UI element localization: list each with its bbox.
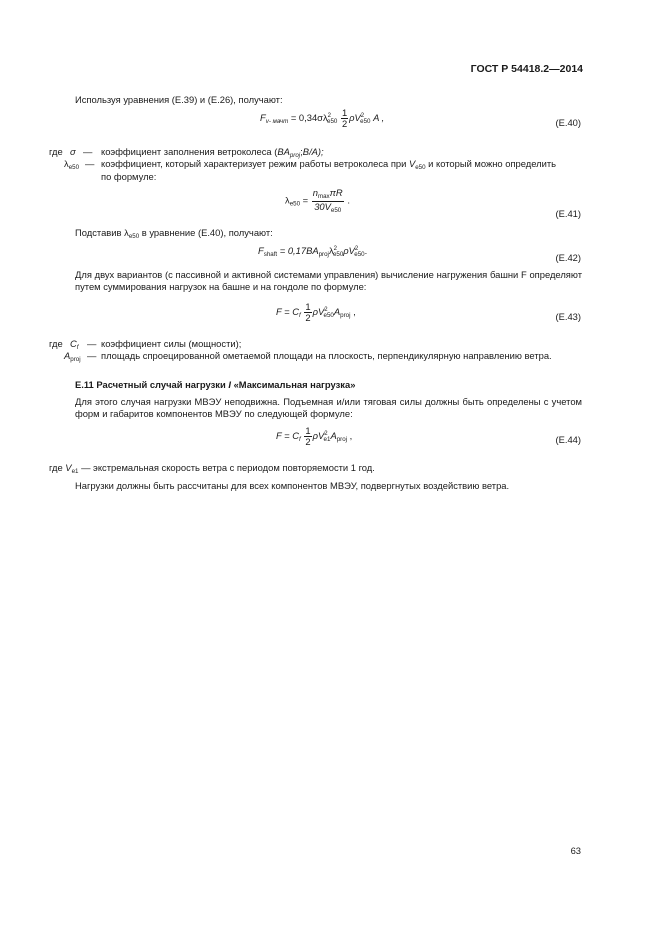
where3-text: — экстремальная скорость ветра с периодом повторяемости 1 год.	[81, 462, 375, 473]
eq41-num-rest: πR	[329, 187, 343, 198]
eq40-den: 2	[341, 117, 348, 129]
where2-dash-1: —	[87, 338, 97, 349]
where1-text1-sub: proj	[289, 152, 301, 159]
eq41-lhs: λ	[285, 194, 290, 206]
where1-def-2	[101, 158, 556, 172]
where1-text2b: и который можно определить	[428, 158, 557, 169]
eq40-coef: = 0,34σλ	[290, 111, 328, 123]
where-lead-2: где	[49, 338, 63, 349]
eq43-a: A	[333, 305, 341, 317]
where2-aproj	[64, 350, 81, 364]
where2-cf-sub: f	[76, 344, 79, 351]
where1-text1: коэффициент заполнения ветроколеса (	[101, 146, 278, 157]
where1-sigma: σ	[70, 146, 76, 157]
equation-e40	[260, 108, 384, 129]
eq42-rhs: = 0,17BA	[279, 245, 319, 256]
equation-e41: $\lambda_{e50}$ = $\frac{n_{max}\pi R}{30V_{e50}}$ .	[285, 187, 350, 214]
eq44-v-sub: e1	[323, 435, 331, 443]
intro2-lambda: λ	[124, 227, 129, 238]
intro2-a: Подставив	[75, 227, 122, 238]
eq44-tail: ,	[349, 429, 353, 441]
eq40-num: 1	[341, 107, 348, 118]
equation-e44	[276, 426, 352, 447]
document-number: ГОСТ Р 54418.2—2014	[470, 63, 583, 75]
eq40-lhs: F	[260, 111, 266, 123]
eq44-lhs: F = C	[276, 429, 300, 441]
paragraph-all-components: Нагрузки должны быть рассчитаны для всех компонентов МВЭУ, подвергнутых воздействию ветра.	[75, 480, 510, 491]
where2-dash-2: —	[87, 350, 97, 361]
intro-text-1: Используя уравнения (Е.39) и (Е.26), получают:	[75, 94, 283, 105]
where2-aproj-symbol: A	[64, 350, 71, 361]
eq43-den: 2	[305, 311, 311, 323]
where1-dash-1: —	[83, 146, 93, 157]
eq43-rho: ρV	[312, 305, 325, 317]
where-lead-3	[49, 462, 375, 476]
eq43-v-sup: 2	[324, 306, 328, 313]
eq40-lam-sub: e50	[327, 117, 338, 125]
eq42-v-sup: 2	[354, 246, 359, 252]
where1-dash-2: —	[85, 158, 95, 169]
eq43-a-sub: proj	[340, 311, 351, 319]
eq41-num-n: n	[312, 187, 318, 198]
section-heading-e11	[75, 379, 355, 391]
eq44-a: A	[330, 429, 337, 441]
eq42-lhs-sub: shaft	[263, 251, 278, 258]
equation-number-e43: (Е.43)	[555, 311, 581, 322]
eq44-rho: ρV	[312, 429, 325, 441]
intro-text-2	[75, 227, 273, 241]
section-title-i: I	[228, 379, 231, 390]
where2-cf-symbol: C	[70, 338, 77, 349]
eq42-v-sub: e50	[354, 251, 365, 258]
eq41-lhs-sub: e50	[289, 200, 301, 208]
eq44-lhs-sub: f	[299, 435, 301, 443]
eq42-lam-sup: 2	[333, 246, 337, 252]
eq43-lhs-sub: f	[299, 311, 301, 319]
where1-text1-end: /A);	[309, 146, 324, 157]
where1-lambda-symbol: λ	[64, 158, 69, 169]
where1-def-2-cont: по формуле:	[101, 171, 157, 182]
eq43-v-sub: e50	[323, 311, 334, 319]
intro2-b: в уравнение (Е.40), получают:	[141, 227, 273, 238]
eq40-rho-v: ρV	[349, 111, 361, 123]
eq40-v-sup: 2	[360, 112, 365, 119]
eq40-tail: A ,	[373, 111, 385, 123]
where3-v-sub: e1	[71, 468, 79, 475]
eq40-lhs-sub: v- мачт	[265, 117, 289, 125]
where1-text2-vsub: e50	[415, 164, 426, 171]
eq43-lhs: F = C	[276, 305, 300, 317]
eq43-fraction	[304, 302, 311, 323]
eq44-a-sub: proj	[336, 435, 348, 443]
where2-aproj-sub: proj	[70, 356, 81, 363]
eq44-num: 1	[305, 425, 311, 436]
equation-e43	[276, 302, 356, 323]
eq43-tail: ,	[353, 305, 356, 317]
where1-text2a: коэффициент, который характеризует режим работы ветроколеса при	[101, 158, 407, 169]
where3-lead: где	[49, 462, 63, 473]
eq40-fraction	[341, 108, 348, 129]
intro2-lambda-sub: e50	[128, 233, 140, 240]
where1-text1-b: B	[302, 146, 310, 157]
eq42-lam-sub: e50	[332, 251, 344, 258]
eq40-lam-sup: 2	[327, 112, 331, 119]
section-title-a: Е.11 Расчетный случай нагрузки	[75, 379, 226, 390]
eq44-den: 2	[305, 435, 311, 447]
equation-number-e44: (Е.44)	[555, 434, 581, 445]
eq42-rho: ρV	[343, 245, 355, 256]
eq41-tail: .	[347, 194, 350, 206]
where3-v-symbol: V	[65, 462, 72, 473]
eq41-den: 30V	[314, 200, 331, 212]
page-number: 63	[570, 845, 581, 856]
eq42-rhs-sub: proj	[318, 251, 329, 258]
para1-text: Для двух вариантов (с пассивной и активной системами управления) вычисление нагружения башни F определяют путем суммирования нагрузок на башне и на гондоле по формуле:	[75, 269, 582, 292]
where2-def-2: площадь спроецированной ометаемой площади на плоскость, перпендикулярную направлению ветра.	[101, 350, 552, 361]
equation-number-e42: (Е.42)	[555, 252, 581, 263]
equation-number-e40: (Е.40)	[555, 117, 581, 128]
where1-text1-mid: ;	[300, 146, 303, 157]
where2-def-1: коэффициент силы (мощности);	[101, 338, 242, 349]
equation-number-e41: (Е.41)	[555, 208, 581, 219]
paragraph-stationary-case: Для этого случая нагрузки МВЭУ неподвижна. Подъемная и/или тяговая силы должны быть определены с учетом форм и габаритов компонентов МВЭУ по следующей формуле:	[75, 396, 582, 419]
eq42-lhs: F	[258, 245, 264, 256]
where1-text2-v: V	[408, 158, 416, 169]
eq41-den-sub: e50	[330, 206, 342, 214]
where1-text1-italic: BA	[277, 146, 290, 157]
eq41-num-n-sub: max	[317, 193, 330, 200]
where1-lambda-sub: e50	[68, 164, 80, 171]
eq41-fraction	[312, 188, 344, 214]
section-title-b: «Максимальная нагрузка»	[233, 379, 356, 390]
where-lead-1: где	[49, 146, 63, 157]
eq44-fraction	[304, 426, 311, 447]
eq42-tail: .	[364, 245, 368, 256]
paragraph-tower-load	[75, 269, 582, 293]
where1-lambda	[64, 158, 79, 172]
equation-e42	[258, 245, 367, 259]
eq40-v-sub: e50	[360, 117, 371, 125]
eq42-lambda: λ	[328, 245, 334, 256]
eq44-v-sup: 2	[324, 430, 328, 437]
eq43-num: 1	[305, 301, 311, 312]
